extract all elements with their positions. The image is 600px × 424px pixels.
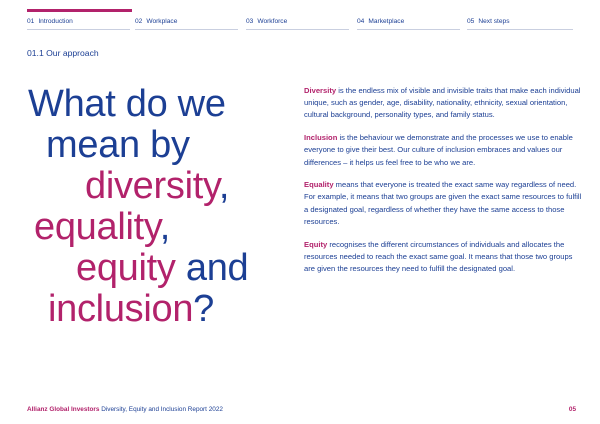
headline-punctuation: , <box>159 206 171 248</box>
nav-tab-workplace[interactable] <box>135 18 177 25</box>
headline-punctuation: , <box>218 165 230 207</box>
headline-line <box>24 166 284 207</box>
section-label: 01.1 Our approach <box>27 48 99 58</box>
active-tab-indicator <box>27 9 132 12</box>
page-headline <box>24 84 284 330</box>
headline-line <box>24 289 284 330</box>
definitions-column <box>304 85 584 286</box>
nav-tab-label: Marketplace <box>368 18 405 25</box>
definition-term: Diversity <box>304 86 337 95</box>
headline-keyword-inclusion: inclusion <box>48 288 194 330</box>
nav-tab-workforce[interactable] <box>246 18 287 25</box>
definition-text: means that everyone is treated the exact same way regardless of need. For example, it means that two groups are given the exact same resources to fulfill a designated goal, regardless of whether they have the same access to those resources. <box>304 180 582 226</box>
nav-tab-label: Introduction <box>38 18 73 25</box>
definition-text: is the endless mix of visible and invisible traits that make each individual unique, such as gender, age, disability, nationality, ethnicity, sexual orientation, cultural background, personality types, and family status. <box>304 86 581 120</box>
nav-tab-number: 03 <box>246 18 254 25</box>
nav-tab-label: Workforce <box>257 18 288 25</box>
headline-punctuation: ? <box>193 288 215 330</box>
definition-term: Equality <box>304 180 334 190</box>
nav-tab-number: 01 <box>27 18 35 25</box>
footer-report-name: Diversity, Equity and Inclusion Report 2022 <box>99 406 223 413</box>
nav-tab-introduction[interactable] <box>27 18 73 25</box>
definition-diversity <box>304 85 584 122</box>
definition-term: Inclusion <box>304 133 338 143</box>
nav-divider <box>27 29 130 30</box>
footer-report-title <box>27 406 223 413</box>
nav-divider <box>135 29 238 30</box>
headline-keyword-diversity: diversity <box>85 165 219 207</box>
definition-text: is the behaviour we demonstrate and the processes we use to enable everyone to give their best. Our culture of inclusion embraces and values our differences – it helps us feel free to be who we are. <box>304 133 573 167</box>
nav-tab-number: 02 <box>135 18 143 25</box>
nav-divider <box>246 29 349 30</box>
footer-brand: Allianz Global Investors <box>27 406 100 413</box>
headline-line: What do we <box>28 83 226 125</box>
nav-tab-marketplace[interactable] <box>357 18 404 25</box>
definition-inclusion <box>304 132 584 169</box>
nav-tab-label: Workplace <box>146 18 178 25</box>
page-number: 05 <box>568 406 576 413</box>
nav-tab-label: Next steps <box>478 18 510 25</box>
top-navigation <box>0 0 600 30</box>
nav-divider <box>357 29 460 30</box>
headline-line <box>24 248 284 289</box>
definition-equality <box>304 179 584 228</box>
headline-keyword-equality: equality <box>34 206 160 248</box>
nav-divider <box>467 29 573 30</box>
nav-tab-number: 05 <box>467 18 475 25</box>
headline-line <box>24 207 284 248</box>
headline-keyword-equity: equity <box>76 247 176 289</box>
headline-and: and <box>175 247 249 289</box>
nav-tab-next-steps[interactable] <box>467 18 510 25</box>
definition-text: recognises the different circumstances of individuals and allocates the resources needed to reach the exact same goal. It means that those two groups are given the resources they need to fulfill the designated goal. <box>304 239 573 273</box>
headline-line: mean by <box>46 124 190 166</box>
nav-tab-number: 04 <box>357 18 365 25</box>
definition-term: Equity <box>304 239 328 249</box>
definition-equity <box>304 239 584 276</box>
